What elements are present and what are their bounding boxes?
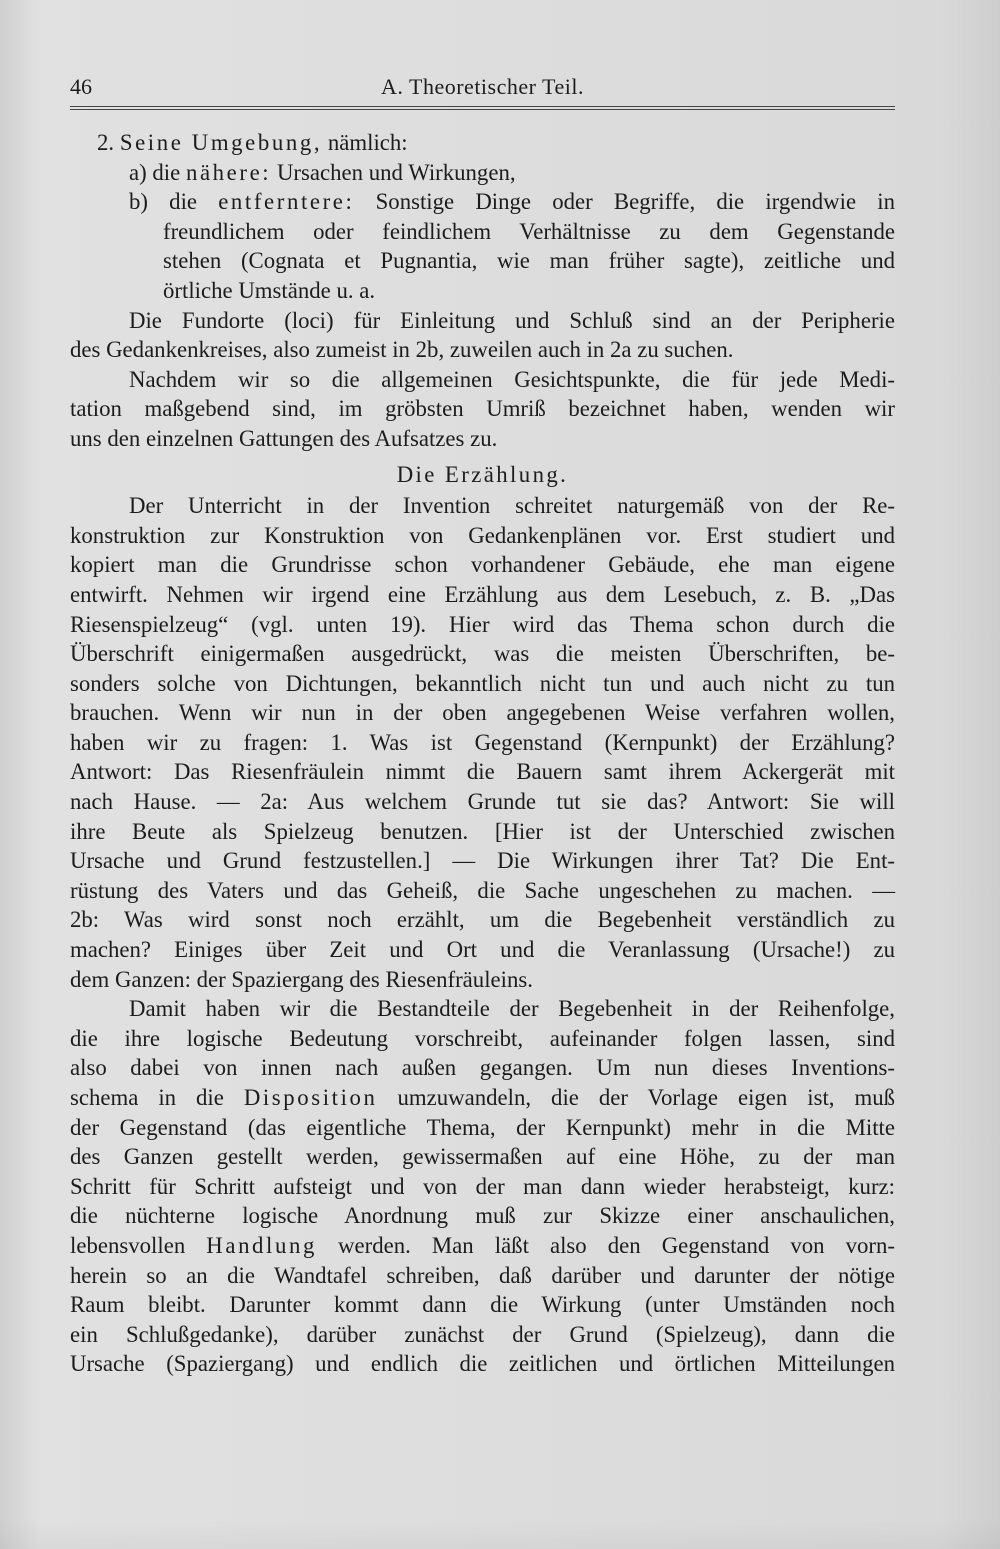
item-a-spaced-term: nähere: <box>185 159 272 185</box>
item-b-continuation: örtliche Umstände u. a. <box>163 277 376 303</box>
paragraph-line: uns den einzelnen Gattungen des Aufsatzes zu. <box>70 425 498 451</box>
paragraph-line: Antwort: Das Riesenfräulein nimmt die Bauern samt ihrem Ackergerät mit <box>70 759 895 785</box>
paragraph-line: herein so an die Wandtafel schreiben, daß darüber und darunter der nötige <box>70 1262 895 1288</box>
paragraph-line <box>70 1231 895 1261</box>
page-edge-shading <box>0 1519 1000 1549</box>
paragraph-line: sonders solche von Dichtungen, bekanntlich nicht tun und auch nicht zu tun <box>70 670 895 696</box>
paragraph-line: Riesenspielzeug“ (vgl. unten 19). Hier wird das Thema schon durch die <box>70 611 895 637</box>
item-b-continuation: stehen (Cognata et Pugnantia, wie man früher sagte), zeitliche und <box>163 248 895 274</box>
item-b-rest: Sonstige Dinge oder Begriffe, die irgendwie in <box>354 189 895 215</box>
section-2-heading-line <box>70 128 895 158</box>
paragraph-line: haben wir zu fragen: 1. Was ist Gegenstand (Kernpunkt) der Erzählung? <box>70 729 895 755</box>
item-b-spaced-term: entferntere: <box>218 189 355 215</box>
paragraph-line: die ihre logische Bedeutung vorschreibt, aufeinander folgen lassen, sind <box>70 1025 895 1051</box>
item-b-line <box>70 187 895 217</box>
header-rule <box>70 106 895 110</box>
item-a-line <box>70 158 895 188</box>
paragraph-line: ein Schlußgedanke), darüber zunächst der Grund (Spielzeug), dann die <box>70 1321 895 1347</box>
paragraph-line <box>70 1083 895 1113</box>
handlung-post: werden. Man läßt also den Gegenstand von vorn- <box>317 1232 896 1258</box>
paragraph-line: konstruktion zur Konstruktion von Gedankenplänen vor. Erst studiert und <box>70 522 895 548</box>
paragraph-line: die nüchterne logische Anordnung muß zur Skizze einer anschaulichen, <box>70 1203 895 1229</box>
paragraph-line: Nachdem wir so die allgemeinen Gesichtspunkte, die für jede Medi- <box>129 366 895 392</box>
paragraph-line: Ursache und Grund festzustellen.] — Die Wirkungen ihrer Tat? Die Ent- <box>70 848 895 874</box>
section-heading: Die Erzählung. <box>396 461 569 487</box>
paragraph-line: 2b: Was wird sonst noch erzählt, um die Begebenheit verständlich zu <box>70 907 895 933</box>
paragraph-line: ihre Beute als Spielzeug benutzen. [Hier ist der Unterschied zwischen <box>70 818 895 844</box>
handlung-pre: lebensvollen <box>70 1232 207 1258</box>
paragraph-line: der Gegenstand (das eigentliche Thema, der Kernpunkt) mehr in die Mitte <box>70 1114 895 1140</box>
paragraph-line: dem Ganzen: der Spaziergang des Riesenfräuleins. <box>70 966 533 992</box>
page-number: 46 <box>70 74 92 99</box>
paragraph-line: rüstung des Vaters und das Geheiß, die Sache ungeschehen zu machen. — <box>70 877 895 903</box>
section-2-rest: nämlich: <box>322 130 408 155</box>
paragraph-line: kopiert man die Grundrisse schon vorhandener Gebäude, ehe man eigene <box>70 552 895 578</box>
running-head: A. Theoretischer Teil. <box>381 74 584 99</box>
item-a-rest: Ursachen und Wirkungen, <box>271 159 516 185</box>
paragraph-line: machen? Einiges über Zeit und Ort und die Veranlassung (Ursache!) zu <box>70 937 895 963</box>
paragraph-line: Überschrift einigermaßen ausgedrückt, was die meisten Überschriften, be- <box>70 641 895 667</box>
item-b-continuation: freundlichem oder feindlichem Verhältnisse zu dem Gegenstande <box>163 218 895 244</box>
paragraph-line: entwirft. Nehmen wir irgend eine Erzählung aus dem Lesebuch, z. B. „Das <box>70 581 895 607</box>
paragraph-line: tation maßgebend sind, im gröbsten Umriß bezeichnet haben, wenden wir <box>70 396 895 422</box>
disposition-post: umzuwandeln, die der Vorlage eigen ist, muß <box>377 1085 895 1110</box>
section-2-number: 2. <box>97 130 115 155</box>
paragraph-line: Der Unterricht in der Invention schreitet naturgemäß von der Re- <box>129 493 895 519</box>
paragraph-line: also dabei von innen nach außen gegangen. Um nun dieses Inventions- <box>70 1055 895 1081</box>
paragraph-line: Damit haben wir die Bestandteile der Begebenheit in der Reihenfolge, <box>129 996 895 1022</box>
section-2-spaced-term: Seine Umgebung, <box>119 130 323 155</box>
paragraph-line: des Gedankenkreises, also zumeist in 2b, zuweilen auch in 2a zu suchen. <box>70 337 734 363</box>
page-header <box>70 70 895 104</box>
handlung-spaced-term: Handlung <box>206 1232 317 1258</box>
disposition-pre: schema in die <box>70 1085 244 1110</box>
item-a-label: a) die <box>129 159 181 185</box>
paragraph-line: Die Fundorte (loci) für Einleitung und Schluß sind an der Peripherie <box>129 307 895 333</box>
paragraph-line: brauchen. Wenn wir nun in der oben angegebenen Weise verfahren wollen, <box>70 700 895 726</box>
paragraph-line: des Ganzen gestellt werden, gewissermaßen auf eine Höhe, zu der man <box>70 1144 895 1170</box>
item-b-label: b) die <box>129 189 198 215</box>
paragraph-line: Ursache (Spaziergang) und endlich die zeitlichen und örtlichen Mitteilungen <box>70 1351 895 1377</box>
paragraph-line: Raum bleibt. Darunter kommt dann die Wirkung (unter Umständen noch <box>70 1292 895 1318</box>
paragraph-line: nach Hause. — 2a: Aus welchem Grunde tut sie das? Antwort: Sie will <box>70 789 895 815</box>
body-text <box>70 128 895 1379</box>
disposition-spaced-term: Disposition <box>243 1085 378 1110</box>
paragraph-line: Schritt für Schritt aufsteigt und von der man dann wieder herabsteigt, kurz: <box>70 1173 895 1199</box>
